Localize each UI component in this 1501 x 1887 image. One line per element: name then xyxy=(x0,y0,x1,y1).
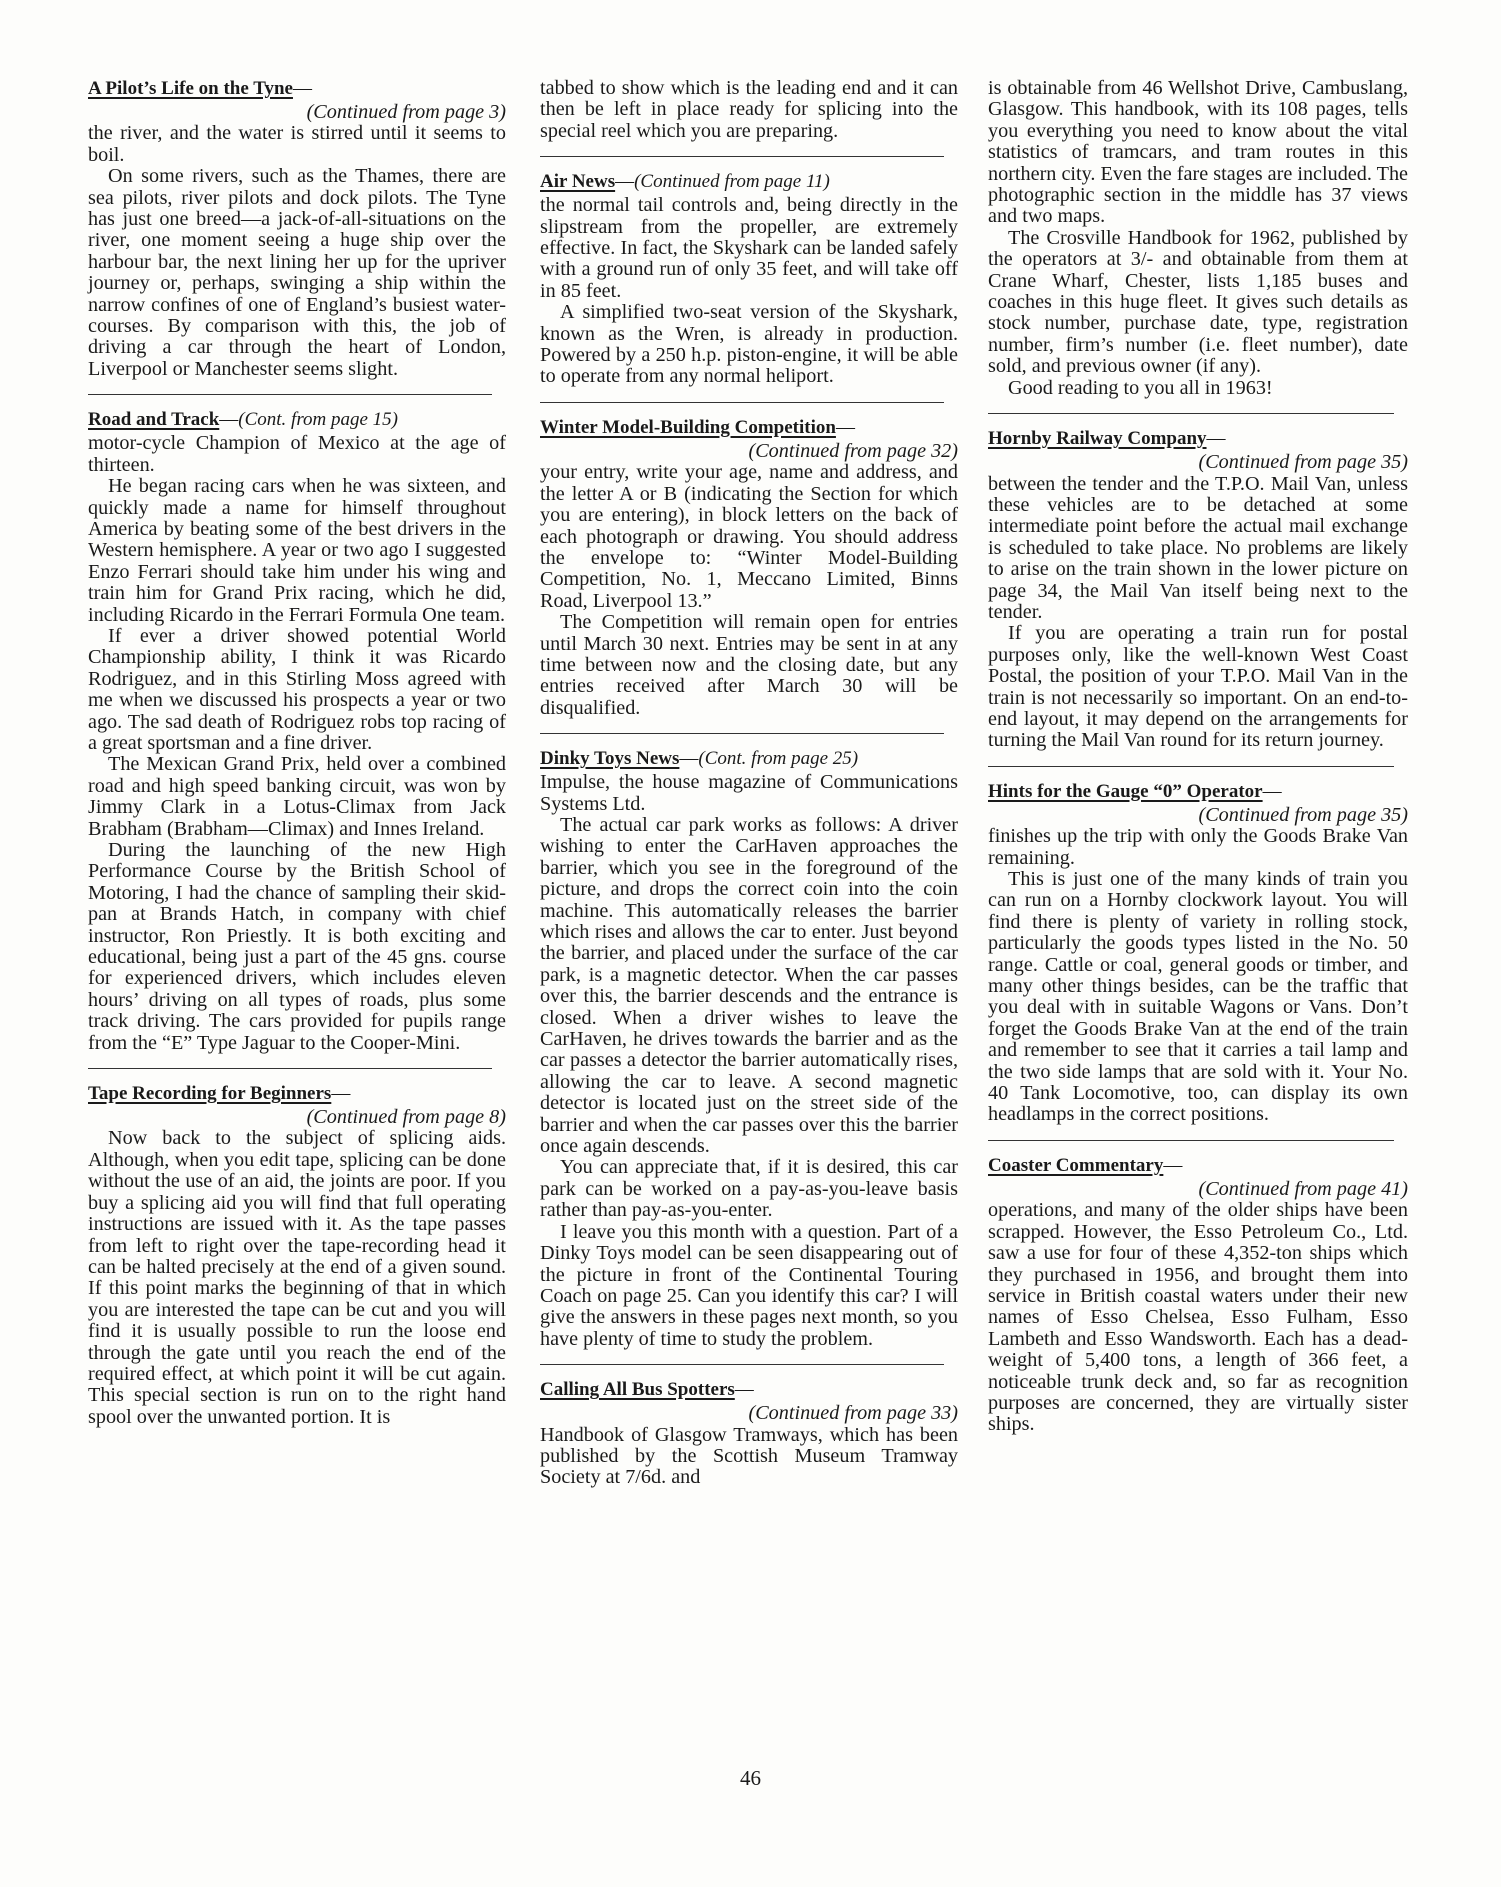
section-divider xyxy=(988,413,1394,414)
paragraph: tabbed to show which is the leading end and it can then be left in place ready for splicing into the special reel which you are preparing. xyxy=(540,77,958,142)
paragraph: operations, and many of the older ships have been scrapped. However, the Esso Petroleum Co., Ltd. saw a use for four of these 4,352-ton ships which they purchased in 1956, and brought them into service in British coastal waters under their new names of Esso Chelsea, Esso Fulham, Esso Lambeth and Esso Wandsworth. Each has a dead-weight of 5,400 tons, a length of 366 feet, a noticeable trunk deck and, so far as recognition purposes are concerned, they are virtually sister ships. xyxy=(988,1199,1408,1436)
continued-note: (Continued from page 35) xyxy=(1198,803,1408,826)
paragraph: Handbook of Glasgow Tramways, which has been published by the Scottish Museum Tramway Society at 7/6d. and xyxy=(540,1423,958,1489)
section-road-and-track xyxy=(88,409,506,1054)
section-heading: Dinky Toys News—(Cont. from page 25) xyxy=(540,748,859,770)
column-3 xyxy=(988,78,1408,1436)
section-divider xyxy=(988,1140,1394,1141)
section-divider xyxy=(540,402,944,403)
section-gauge-0-operator xyxy=(988,781,1408,1126)
section-tape-recording xyxy=(88,1083,506,1428)
section-heading: Air News—(Continued from page 11) xyxy=(540,171,830,193)
paragraph: Good reading to you all in 1963! xyxy=(1008,376,1273,399)
section-heading: Coaster Commentary— xyxy=(988,1154,1183,1176)
section-divider xyxy=(988,766,1394,767)
paragraph: the river, and the water is stirred until it seems to boil. xyxy=(88,122,506,166)
column-1 xyxy=(88,78,506,1428)
column-2 xyxy=(540,78,958,1489)
paragraph: The Competition will remain open for entries until March 30 next. Entries may be sent in at any time between now and the closing date, but any entries received after March 30 will be disqualified. xyxy=(540,611,958,719)
continued-note: (Continued from page 32) xyxy=(748,439,958,462)
section-heading: Calling All Bus Spotters— xyxy=(540,1379,754,1401)
paragraph: On some rivers, such as the Thames, there are sea pilots, river pilots and dock pilots. The Tyne has just one breed—a jack-of-all-situations on the river, one moment seeing a huge ship over the harbour bar, the next lining her up for the upriver journey or, perhaps, swinging a ship within the narrow confines of one of England’s busiest water-courses. By comparison with this, the job of driving a car through the heart of London, Liverpool or Manchester seems slight. xyxy=(88,165,506,380)
section-coaster-commentary xyxy=(988,1155,1408,1436)
continued-note: (Continued from page 3) xyxy=(306,101,506,123)
section-heading: Hornby Railway Company— xyxy=(988,428,1226,450)
continued-note: (Continued from page 33) xyxy=(748,1402,958,1425)
section-dinky-toys-news xyxy=(540,748,958,1350)
section-heading: Tape Recording for Beginners— xyxy=(88,1083,351,1105)
paragraph: your entry, write your age, name and address, and the letter A or B (indicating the Section for which you are entering), in block letters on the back of each photograph or drawing. You should address the envelope to: “Winter Model-Building Competition, No. 1, Meccano Limited, Binns Road, Liverpool 13.” xyxy=(540,461,958,612)
paragraph: The Crosville Handbook for 1962, published by the operators at 3/- and obtainable from them at Crane Wharf, Chester, lists 1,185 buses and coaches in this huge fleet. It gives such details as stock number, purchase date, type, registration number, firm’s number (i.e. fleet number), date sold, and previous owner (if any). xyxy=(988,226,1408,378)
continued-note: (Continued from page 41) xyxy=(1198,1177,1408,1200)
paragraph: I leave you this month with a question. Part of a Dinky Toys model can be seen disappearing out of the picture in front of the Continental Touring Coach on page 25. Can you identify this car? I will give the answers in these pages next month, so you have plenty of time to study the problem. xyxy=(540,1220,958,1350)
section-divider xyxy=(540,156,944,157)
paragraph: is obtainable from 46 Wellshot Drive, Cambuslang, Glasgow. This handbook, with its 108 pages, tells you everything you need to know about the vital statistics of tramcars, and tram routes in this northern city. Even the fare stages are included. The photographic section in the middle has 37 views and two maps. xyxy=(988,77,1408,228)
section-air-news xyxy=(540,171,958,388)
paragraph: between the tender and the T.P.O. Mail Van, unless these vehicles are to be detached at some intermediate point before the actual mail exchange is scheduled to take place. No problems are likely to arise on the train shown in the lower picture on page 34, the Mail Van itself being next to the tender. xyxy=(988,472,1408,623)
paragraph: A simplified two-seat version of the Skyshark, known as the Wren, is already in production. Powered by a 250 h.p. piston-engine, it will be able to operate from any normal heliport. xyxy=(540,301,958,388)
section-winter-competition xyxy=(540,417,958,719)
paragraph: If ever a driver showed potential World Championship ability, I think it was Ricardo Rodriguez, and in this Stirling Moss agreed with me when we discussed his prospects a year or two ago. The sad death of Rodriguez robs top racing of a great sportsman and a fine driver. xyxy=(88,624,506,754)
section-hornby-railway xyxy=(988,428,1408,752)
section-divider xyxy=(540,1364,944,1365)
section-tape-recording-continued xyxy=(540,78,958,142)
section-heading: Road and Track—(Cont. from page 15) xyxy=(88,409,399,431)
section-pilots-life xyxy=(88,78,506,380)
section-heading: A Pilot’s Life on the Tyne— xyxy=(88,78,312,99)
paragraph: finishes up the trip with only the Goods Brake Van remaining. xyxy=(988,825,1408,869)
paragraph: If you are operating a train run for postal purposes only, like the well-known West Coast Postal, the position of your T.P.O. Mail Van in the train is not necessarily so important. On an end-to-end layout, it may depend on the arrangements for turning the Mail Van round for its return journey. xyxy=(988,622,1408,752)
paragraph: the normal tail controls and, being directly in the slipstream from the propeller, are extremely effective. In fact, the Skyshark can be landed safely with a ground run of only 35 feet, and will take off in 85 feet. xyxy=(540,194,958,302)
continued-note: (Continued from page 8) xyxy=(306,1106,506,1129)
paragraph: The actual car park works as follows: A driver wishing to enter the CarHaven approaches the barrier, which you see in the foreground of the picture, and drops the correct coin into the coin machine. This automatically releases the barrier which rises and allows the car to enter. Just beyond the barrier, and placed under the surface of the car park, is a magnetic detector. When the car passes over this, the barrier descends and the entrance is closed. When a driver wishes to leave the CarHaven, he drives towards the barrier and as the car passes a detector the barrier automatically rises, allowing the car to leave. A second magnetic detector is located just on the street side of the barrier and when the car passes over this the barrier once again descends. xyxy=(540,813,958,1158)
continued-note: (Continued from page 35) xyxy=(1198,451,1408,474)
section-divider xyxy=(88,1068,492,1069)
paragraph: During the launching of the new High Performance Course by the British School of Motoring, I had the chance of sampling their skid-pan at Brands Hatch, in company with chief instructor, Ron Priestly. It is both exciting and educational, being just a part of the 45 gns. course for experienced drivers, which includes eleven hours’ driving on all types of roads, plus some track driving. The cars provided for pupils range from the “E” Type Jaguar to the Cooper-Mini. xyxy=(88,839,506,1054)
section-divider xyxy=(540,733,944,734)
section-bus-spotters xyxy=(540,1379,958,1489)
paragraph: You can appreciate that, if it is desired, this car park can be worked on a pay-as-you-leave basis rather than pay-as-you-enter. xyxy=(540,1156,958,1222)
section-heading: Winter Model-Building Competition— xyxy=(540,416,855,438)
section-heading: Hints for the Gauge “0” Operator— xyxy=(988,780,1282,802)
paragraph: The Mexican Grand Prix, held over a combined road and high speed banking circuit, was won by Jimmy Clark in a Lotus-Climax from Jack Brabham (Brabham—Climax) and Innes Ireland. xyxy=(88,753,506,840)
page-number: 46 xyxy=(740,1766,761,1790)
paragraph: Impulse, the house magazine of Communications Systems Ltd. xyxy=(540,771,958,815)
section-divider xyxy=(88,394,492,395)
paragraph: motor-cycle Champion of Mexico at the age of thirteen. xyxy=(88,432,506,476)
section-bus-spotters-continued xyxy=(988,78,1408,399)
paragraph: He began racing cars when he was sixteen, and quickly made a name for himself throughout America by beating some of the best drivers in the Western hemisphere. A year or two ago I suggested Enzo Ferrari should take him under his wing and train him for Grand Prix racing, which he did, including Ricardo in the Ferrari Formula One team. xyxy=(88,475,506,626)
paragraph: This is just one of the many kinds of train you can run on a Hornby clockwork layout. You will find there is plenty of variety in rolling stock, particularly the goods types listed in the No. 50 range. Cattle or coal, general goods or timber, and many other things besides, can be the traffic that you deal with in suitable Wagons or Vans. Don’t forget the Goods Brake Van at the end of the train and remember to see that it carries a tail lamp and the two side lamps that are sold with it. Your No. 40 Tank Locomotive, too, can display its own headlamps in the correct positions. xyxy=(988,868,1408,1126)
paragraph: Now back to the subject of splicing aids. Although, when you edit tape, splicing can be done without the use of an aid, the joints are poor. If you buy a splicing aid you will find that full operating instructions are issued with it. As the tape passes from left to right over the tape-recording head it can be halted precisely at the end of a given sound. If this point marks the beginning of that in which you are interested the tape can be cut and you will find it is usually possible to run the loose end through the gate until you reach the end of the required effect, at which point it will be cut again. This special section is run on to the right hand spool over the unwanted portion. It is xyxy=(88,1127,506,1428)
